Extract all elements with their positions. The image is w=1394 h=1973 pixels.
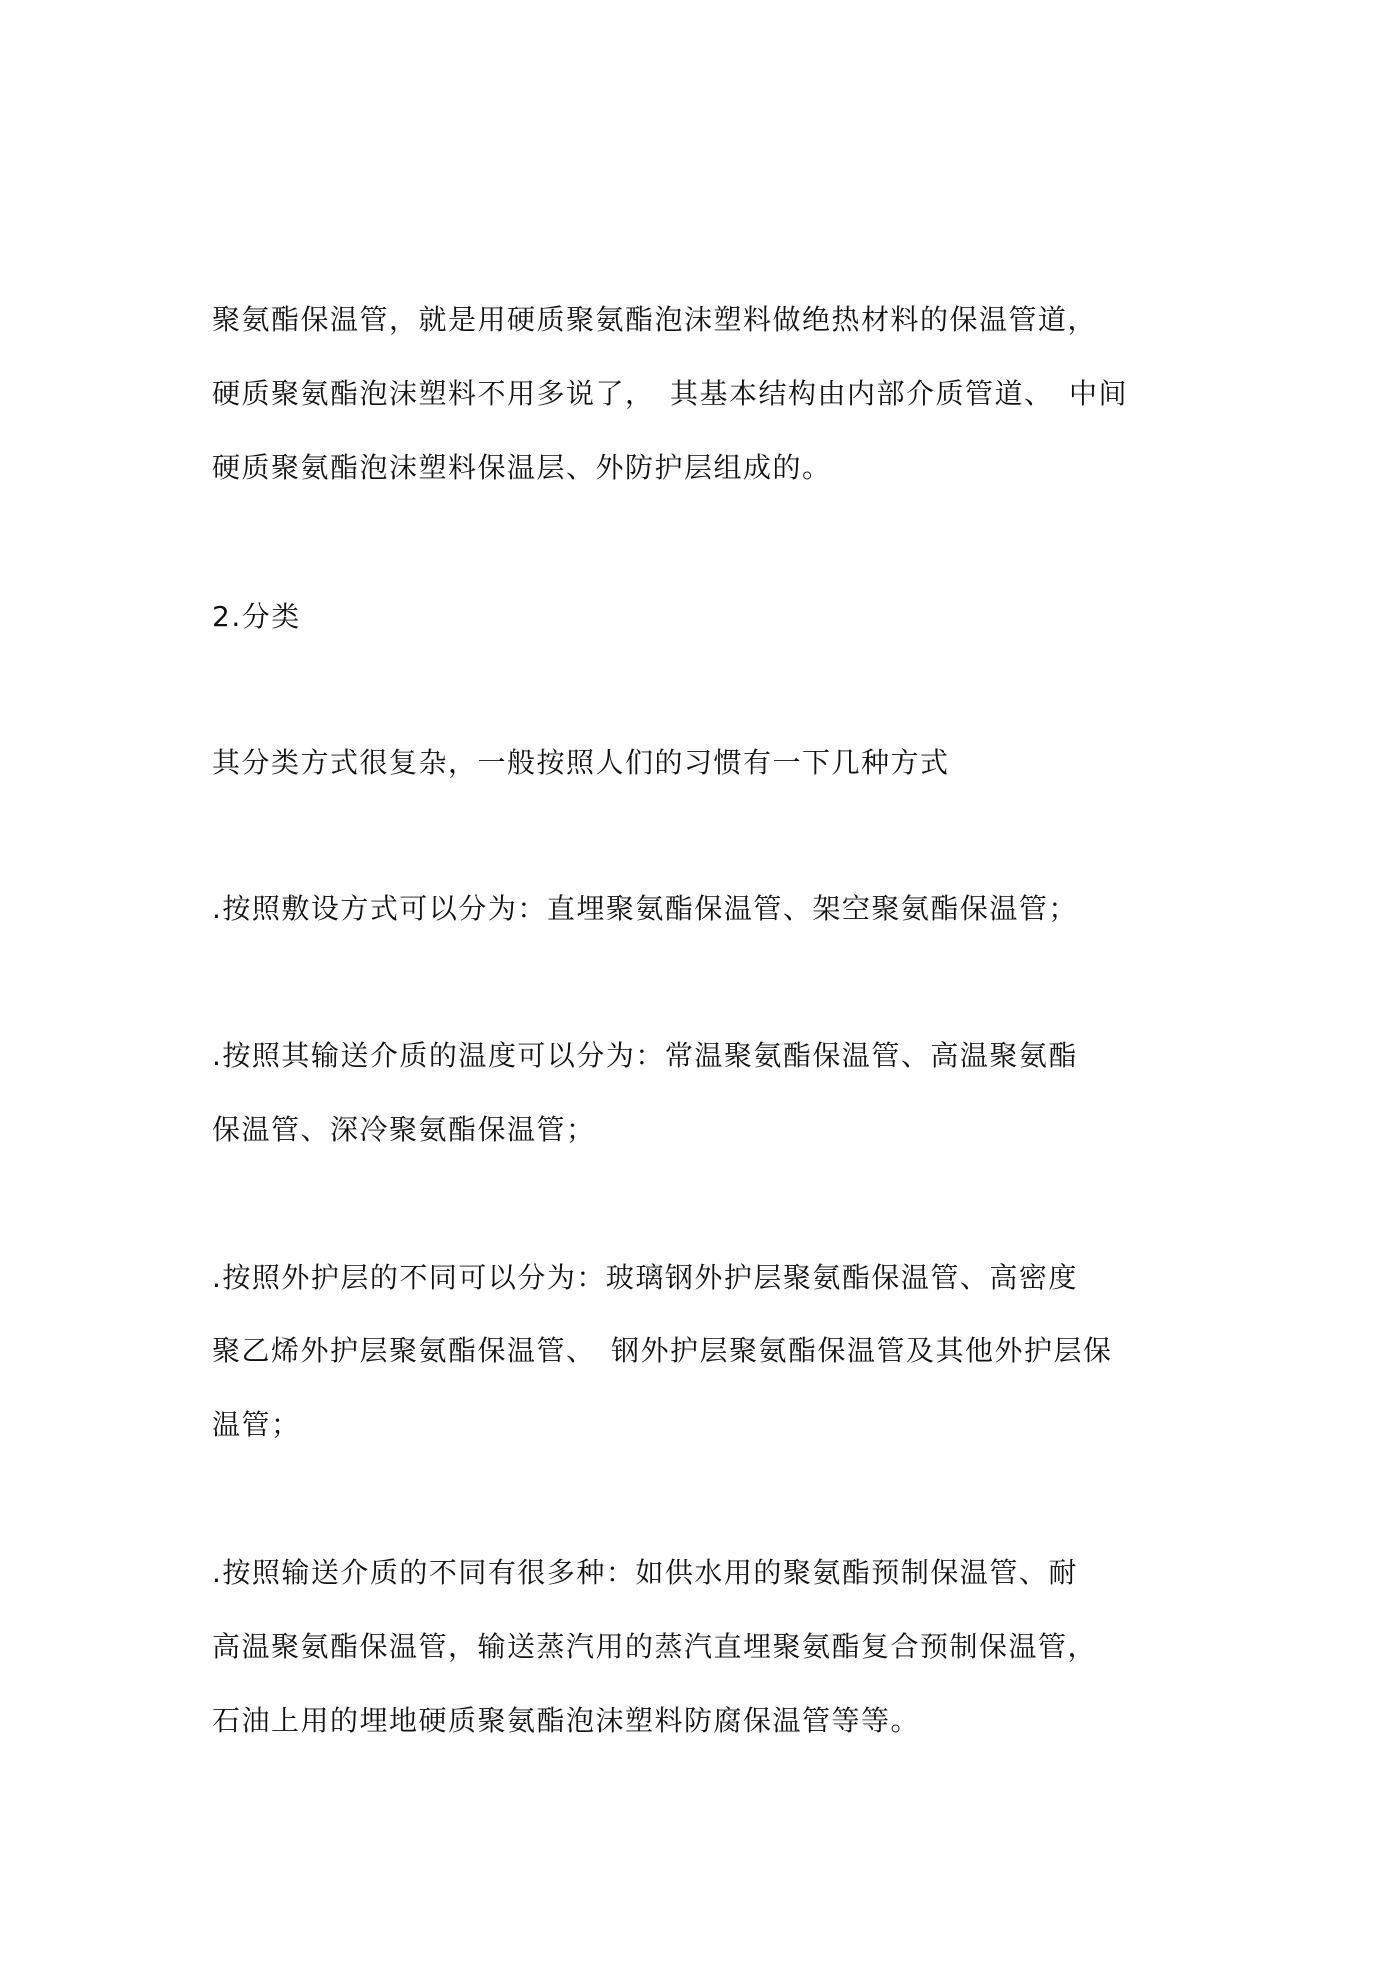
paragraph-intro-line-1: 聚氨酯保温管，就是用硬质聚氨酯泡沫塑料做绝热材料的保温管道， [212, 303, 1098, 336]
list-item-outer-layer-line-3: 温管； [212, 1408, 301, 1441]
paragraph-intro-line-3: 硬质聚氨酯泡沫塑料保温层、外防护层组成的。 [212, 451, 832, 484]
section-heading: 2.分类 [212, 600, 301, 633]
list-item-medium-line-2: 高温聚氨酯保温管，输送蒸汽用的蒸汽直埋聚氨酯复合预制保温管， [212, 1630, 1098, 1663]
paragraph-intro-line-2: 硬质聚氨酯泡沫塑料不用多说了， 其基本结构由内部介质管道、 中间 [212, 377, 1129, 410]
list-item-medium-line-1: .按照输送介质的不同有很多种：如供水用的聚氨酯预制保温管、耐 [212, 1556, 1078, 1589]
list-item-outer-layer-line-1: .按照外护层的不同可以分为：玻璃钢外护层聚氨酯保温管、高密度 [212, 1261, 1078, 1294]
paragraph-classification-intro: 其分类方式很复杂，一般按照人们的习惯有一下几种方式 [212, 746, 950, 779]
list-item-temperature-line-2: 保温管、深冷聚氨酯保温管； [212, 1113, 596, 1146]
list-item-laying-method: .按照敷设方式可以分为：直埋聚氨酯保温管、架空聚氨酯保温管； [212, 892, 1078, 925]
list-item-medium-line-3: 石油上用的埋地硬质聚氨酯泡沫塑料防腐保温管等等。 [212, 1704, 921, 1737]
list-item-temperature-line-1: .按照其输送介质的温度可以分为：常温聚氨酯保温管、高温聚氨酯 [212, 1039, 1078, 1072]
list-item-outer-layer-line-2: 聚乙烯外护层聚氨酯保温管、 钢外护层聚氨酯保温管及其他外护层保 [212, 1334, 1113, 1367]
